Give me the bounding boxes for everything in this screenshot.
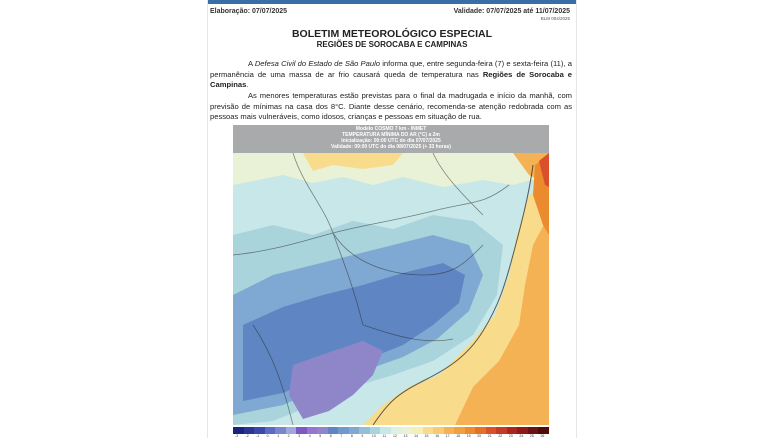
scale-swatch: [391, 427, 402, 434]
scale-label: 14: [414, 434, 418, 438]
scale-label: -2: [245, 434, 249, 438]
scale-swatch: [275, 427, 286, 434]
scale-label: 13: [403, 434, 408, 438]
scale-label: 23: [508, 434, 513, 438]
scale-label: 19: [466, 434, 471, 438]
scale-label: -1: [256, 434, 260, 438]
temperature-map: [233, 125, 549, 425]
scale-swatch: [328, 427, 339, 434]
map-validity: Validade: 09:00 UTC do dia 08/07/2025 (+ 33 horas): [331, 144, 451, 150]
scale-swatch: [528, 427, 539, 434]
scale-label: -3: [235, 434, 239, 438]
scale-swatch: [412, 427, 423, 434]
scale-swatch: [286, 427, 297, 434]
scale-label: 18: [456, 434, 461, 438]
scale-label: 0: [266, 434, 269, 438]
scale-swatch: [380, 427, 391, 434]
scale-label: 7: [340, 434, 343, 438]
scale-swatch: [244, 427, 255, 434]
bulletin-title: BOLETIM METEOROLÓGICO ESPECIAL: [291, 28, 493, 40]
scale-swatch: [349, 427, 360, 434]
scale-swatch: [475, 427, 486, 434]
scale-swatch: [370, 427, 381, 434]
scale-swatch: [517, 427, 528, 434]
scale-label: 26: [540, 434, 545, 438]
scale-swatch: [233, 427, 244, 434]
scale-swatch: [338, 427, 349, 434]
scale-swatch: [433, 427, 444, 434]
scale-label: 9: [361, 434, 364, 438]
scale-swatch: [254, 427, 265, 434]
bulletin-page: [208, 0, 576, 438]
regions-highlight: Regiões de Sorocaba e Campinas: [210, 69, 572, 90]
bulletin-subtitle: REGIÕES DE SOROCABA E CAMPINAS: [316, 40, 468, 49]
scale-swatch: [486, 427, 497, 434]
elaboration-date: Elaboração: 07/07/2025: [210, 8, 288, 15]
paragraph-intro: A Defesa Civil do Estado de São Paulo informa que, entre segunda-feira (7) e sexta-feira (11), a permanência de uma massa de ar frio causará queda de temperatura nas Regiões de Sorocaba e Campinas.: [210, 59, 572, 90]
scale-swatch: [423, 427, 434, 434]
scale-swatch: [444, 427, 455, 434]
scale-label: 24: [519, 434, 524, 438]
scale-label: 17: [445, 434, 450, 438]
scale-swatch: [454, 427, 465, 434]
scale-swatch: [538, 427, 549, 434]
scale-label: 20: [477, 434, 482, 438]
scale-label: 2: [287, 434, 290, 438]
scale-label: 21: [487, 434, 492, 438]
scale-swatch: [507, 427, 518, 434]
scale-label: 3: [298, 434, 301, 438]
scale-label: 15: [424, 434, 429, 438]
scale-swatch: [296, 427, 307, 434]
agency-name: Defesa Civil do Estado de São Paulo: [254, 59, 380, 68]
top-accent-bar: [208, 0, 576, 4]
scale-label: 1: [277, 434, 280, 438]
scale-label: 8: [350, 434, 353, 438]
bulletin-code: BLM 004/2025: [540, 16, 570, 21]
scale-label: 4: [308, 434, 311, 438]
map-model: Modelo COSMO 7 km - INMET: [355, 126, 427, 132]
scale-swatch: [359, 427, 370, 434]
paragraph-forecast: As menores temperaturas estão previstas para o final da madrugada e início da manhã, com previsão de mínimas na casa dos 8°C. Diante desse cenário, recomenda-se atenção redobrada com as pessoas mais vulneráveis, como idosos, crianças e pessoas em situação de rua.: [210, 91, 572, 122]
map-init: Inicialização: 00:00 UTC do dia 07/07/2025: [341, 138, 441, 144]
map-header: [233, 125, 549, 153]
scale-swatch: [307, 427, 318, 434]
scale-swatch: [317, 427, 328, 434]
scale-label: 6: [329, 434, 332, 438]
scale-label: 11: [382, 434, 387, 438]
temperature-color-scale: [233, 427, 549, 438]
scale-swatch: [465, 427, 476, 434]
scale-label: 22: [498, 434, 503, 438]
scale-label: 16: [435, 434, 440, 438]
scale-label: 10: [371, 434, 376, 438]
validity-date: Validade: 07/07/2025 até 11/07/2025: [453, 8, 570, 15]
scale-label: 25: [529, 434, 534, 438]
map-variable: TEMPERATURA MÍNIMA DO AR (°C) a 2m: [342, 132, 440, 138]
scale-label: 5: [319, 434, 322, 438]
scale-swatch: [496, 427, 507, 434]
temperature-map-graphic: [233, 125, 549, 425]
scale-swatch: [265, 427, 276, 434]
scale-label: 12: [393, 434, 397, 438]
scale-swatch: [402, 427, 413, 434]
